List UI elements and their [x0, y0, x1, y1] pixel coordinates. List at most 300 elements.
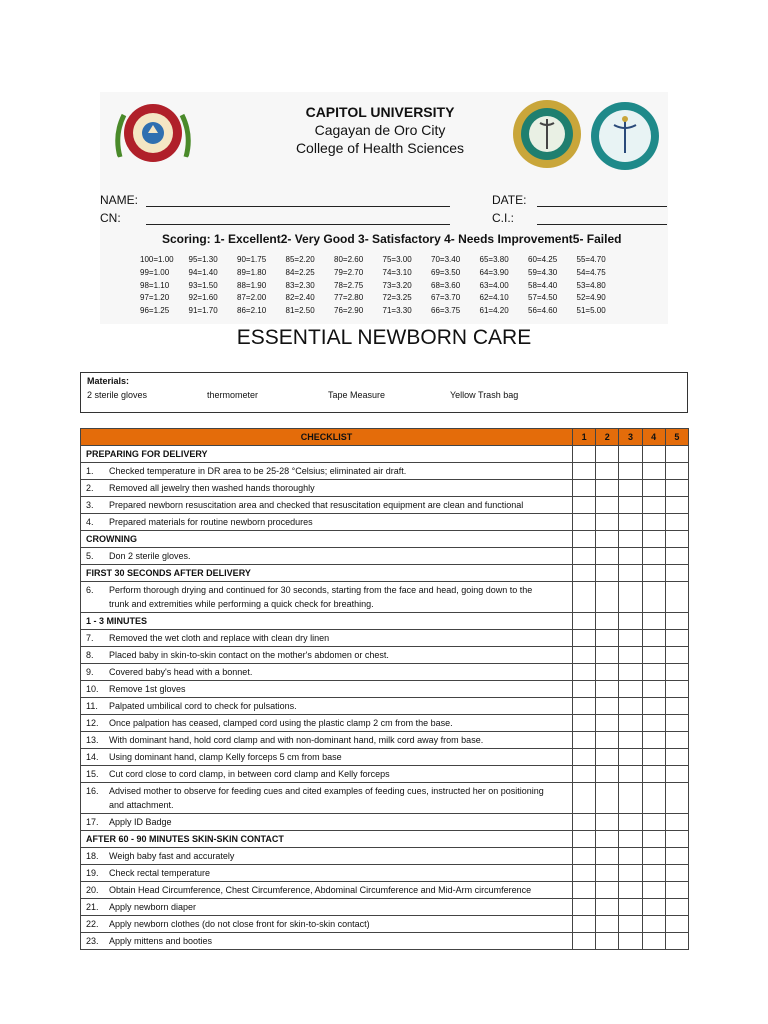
score-cell[interactable] [573, 613, 596, 630]
score-cell[interactable] [573, 565, 596, 582]
name-field[interactable] [146, 206, 450, 207]
score-cell[interactable] [619, 548, 642, 565]
checklist-item-row [81, 681, 689, 698]
scale-cell: 58=4.40 [528, 280, 558, 290]
item-text: Prepared materials for routine newborn procedures [109, 517, 313, 527]
scale-row [140, 306, 625, 319]
score-cell[interactable] [573, 664, 596, 681]
score-cell[interactable] [642, 715, 665, 732]
score-cell[interactable] [642, 814, 665, 831]
score-header: 3 [619, 429, 642, 446]
item-number: 11. [86, 701, 98, 711]
materials-box [80, 372, 688, 413]
item-number: 10. [86, 684, 99, 694]
score-cell[interactable] [596, 831, 619, 848]
scale-cell: 100=1.00 [140, 255, 174, 264]
page-title: ESSENTIAL NEWBORN CARE [236, 326, 532, 349]
scale-cell: 99=1.00 [140, 267, 170, 277]
score-cell[interactable] [642, 647, 665, 664]
item-text: Prepared newborn resuscitation area and checked that resuscitation equipment are clean and functional [109, 500, 524, 510]
score-cell[interactable] [665, 766, 688, 783]
score-cell[interactable] [642, 681, 665, 698]
scale-cell: 68=3.60 [431, 280, 461, 290]
score-cell[interactable] [619, 715, 642, 732]
score-cell[interactable] [619, 865, 642, 882]
score-cell[interactable] [642, 531, 665, 548]
score-cell[interactable] [642, 848, 665, 865]
checklist-item-row [81, 548, 689, 565]
score-cell[interactable] [665, 565, 688, 582]
date-label: DATE: [492, 193, 527, 207]
score-cell[interactable] [573, 814, 596, 831]
scale-row [140, 281, 625, 294]
score-cell[interactable] [573, 732, 596, 749]
score-cell[interactable] [642, 565, 665, 582]
scale-cell: 84=2.25 [285, 267, 315, 277]
checklist-item [81, 698, 573, 715]
material-item: Tape Measure [328, 390, 386, 400]
score-cell[interactable] [642, 582, 665, 613]
item-number: 19. [86, 868, 99, 878]
score-cell[interactable] [642, 865, 665, 882]
score-cell[interactable] [573, 681, 596, 698]
item-number: 3. [86, 500, 94, 510]
score-cell[interactable] [573, 548, 596, 565]
score-cell[interactable] [596, 531, 619, 548]
score-cell[interactable] [619, 497, 642, 514]
score-cell[interactable] [665, 783, 688, 814]
item-text: Weigh baby fast and accurately [109, 851, 235, 861]
scale-row [140, 293, 625, 306]
score-cell[interactable] [665, 865, 688, 882]
section-title: AFTER 60 - 90 MINUTES SKIN-SKIN CONTACT [81, 831, 573, 848]
university-name: CAPITOL UNIVERSITY [305, 104, 455, 120]
score-cell[interactable] [619, 899, 642, 916]
score-cell[interactable] [665, 531, 688, 548]
section-row [81, 565, 689, 582]
item-number: 21. [86, 902, 99, 912]
college-name: College of Health Sciences [295, 140, 465, 156]
checklist-item-row [81, 766, 689, 783]
score-cell[interactable] [596, 664, 619, 681]
score-cell[interactable] [596, 582, 619, 613]
score-cell[interactable] [596, 916, 619, 933]
score-cell[interactable] [619, 630, 642, 647]
scale-cell: 64=3.90 [479, 267, 509, 277]
score-cell[interactable] [665, 548, 688, 565]
score-cell[interactable] [665, 882, 688, 899]
checklist-item [81, 848, 573, 865]
score-cell[interactable] [665, 831, 688, 848]
score-cell[interactable] [665, 446, 688, 463]
checklist-item [81, 766, 573, 783]
score-cell[interactable] [642, 882, 665, 899]
score-cell[interactable] [619, 463, 642, 480]
item-number: 16. [86, 786, 99, 796]
score-cell[interactable] [619, 831, 642, 848]
scale-cell: 86=2.10 [237, 306, 267, 316]
score-cell[interactable] [642, 446, 665, 463]
score-cell[interactable] [596, 514, 619, 531]
item-text: Check rectal temperature [109, 868, 211, 878]
scale-cell: 92=1.60 [188, 293, 218, 303]
score-cell[interactable] [596, 766, 619, 783]
score-cell[interactable] [642, 514, 665, 531]
scale-cell: 51=5.00 [576, 306, 606, 316]
score-cell[interactable] [665, 715, 688, 732]
checklist-item-row [81, 647, 689, 664]
checklist-item [81, 647, 573, 664]
item-number: 14. [86, 752, 99, 762]
score-cell[interactable] [596, 749, 619, 766]
score-cell[interactable] [596, 613, 619, 630]
item-number: 4. [86, 517, 94, 527]
checklist-item-row [81, 933, 689, 950]
section-row [81, 613, 689, 630]
scale-cell: 66=3.75 [431, 306, 461, 316]
score-cell[interactable] [665, 814, 688, 831]
scale-row [140, 268, 625, 281]
checklist-item [81, 497, 573, 514]
score-cell[interactable] [596, 463, 619, 480]
scale-cell: 73=3.20 [382, 280, 412, 290]
score-cell[interactable] [573, 865, 596, 882]
score-cell[interactable] [596, 848, 619, 865]
checklist-item-row [81, 916, 689, 933]
score-cell[interactable] [596, 882, 619, 899]
date-field[interactable] [537, 206, 667, 207]
score-cell[interactable] [642, 831, 665, 848]
item-text: Don 2 sterile gloves. [109, 551, 191, 561]
checklist-item [81, 514, 573, 531]
checklist-item [81, 882, 573, 899]
scale-cell: 75=3.00 [382, 255, 412, 264]
item-text: Obtain Head Circumference, Chest Circumference, Abdominal Circumference and Mid-Arm circumference [109, 885, 532, 895]
section-row [81, 531, 689, 548]
score-cell[interactable] [665, 749, 688, 766]
score-cell[interactable] [573, 463, 596, 480]
scale-cell: 78=2.75 [334, 280, 364, 290]
score-cell[interactable] [596, 814, 619, 831]
score-cell[interactable] [619, 766, 642, 783]
checklist-item-row [81, 814, 689, 831]
score-header: 2 [596, 429, 619, 446]
score-cell[interactable] [619, 647, 642, 664]
scale-cell: 63=4.00 [479, 280, 509, 290]
score-cell[interactable] [642, 664, 665, 681]
checklist-item-row [81, 630, 689, 647]
scale-cell: 62=4.10 [479, 293, 509, 303]
score-cell[interactable] [619, 814, 642, 831]
score-header: 4 [642, 429, 665, 446]
score-cell[interactable] [573, 848, 596, 865]
item-text: With dominant hand, hold cord clamp and with non-dominant hand, milk cord away from base. [109, 735, 484, 745]
score-cell[interactable] [596, 647, 619, 664]
ci-field[interactable] [537, 224, 667, 225]
item-number: 15. [86, 769, 99, 779]
score-cell[interactable] [596, 783, 619, 814]
checklist-item-row [81, 497, 689, 514]
scale-cell: 52=4.90 [576, 293, 606, 303]
scale-cell: 69=3.50 [431, 267, 461, 277]
score-cell[interactable] [619, 664, 642, 681]
checklist-item [81, 548, 573, 565]
score-cell[interactable] [573, 531, 596, 548]
score-cell[interactable] [642, 613, 665, 630]
scale-cell: 80=2.60 [334, 255, 364, 264]
score-cell[interactable] [665, 899, 688, 916]
score-cell[interactable] [573, 749, 596, 766]
score-cell[interactable] [642, 698, 665, 715]
scale-cell: 83=2.30 [285, 280, 315, 290]
score-cell[interactable] [573, 630, 596, 647]
item-text: Palpated umbilical cord to check for pulsations. [109, 701, 297, 711]
scale-cell: 60=4.25 [528, 255, 558, 264]
score-cell[interactable] [573, 766, 596, 783]
scale-cell: 57=4.50 [528, 293, 558, 303]
checklist-item-row [81, 664, 689, 681]
item-text: Removed all jewelry then washed hands thoroughly [109, 483, 315, 493]
item-text: Advised mother to observe for feeding cues and cited examples of feeding cues, instructed her on positioning and attachment. [109, 786, 544, 810]
score-cell[interactable] [596, 446, 619, 463]
checklist-item [81, 582, 573, 613]
checklist-item [81, 916, 573, 933]
health-sciences-seal [512, 97, 582, 171]
score-cell[interactable] [619, 681, 642, 698]
capitol-university-seal [110, 97, 196, 173]
score-cell[interactable] [665, 732, 688, 749]
score-header: 5 [665, 429, 688, 446]
score-cell[interactable] [642, 766, 665, 783]
scale-cell: 98=1.10 [140, 280, 170, 290]
checklist-item-row [81, 899, 689, 916]
item-number: 6. [86, 585, 94, 595]
item-number: 7. [86, 633, 94, 643]
scale-cell: 71=3.30 [382, 306, 412, 316]
score-cell[interactable] [596, 497, 619, 514]
scale-cell: 96=1.25 [140, 306, 170, 316]
checklist-item [81, 664, 573, 681]
score-cell[interactable] [619, 933, 642, 950]
scale-cell: 79=2.70 [334, 267, 364, 277]
item-text: Placed baby in skin-to-skin contact on the mother's abdomen or chest. [109, 650, 389, 660]
checklist-item-row [81, 715, 689, 732]
item-number: 18. [86, 851, 99, 861]
scale-cell: 67=3.70 [431, 293, 461, 303]
score-cell[interactable] [642, 749, 665, 766]
checklist-item [81, 749, 573, 766]
scale-cell: 54=4.75 [576, 267, 606, 277]
score-cell[interactable] [573, 698, 596, 715]
score-cell[interactable] [619, 698, 642, 715]
scale-cell: 85=2.20 [285, 255, 315, 264]
score-cell[interactable] [573, 882, 596, 899]
checklist-item [81, 480, 573, 497]
scale-cell: 70=3.40 [431, 255, 461, 264]
score-cell[interactable] [665, 497, 688, 514]
scale-cell: 77=2.80 [334, 293, 364, 303]
cn-field[interactable] [146, 224, 450, 225]
checklist-item-row [81, 582, 689, 613]
score-cell[interactable] [665, 647, 688, 664]
score-cell[interactable] [665, 613, 688, 630]
score-cell[interactable] [596, 698, 619, 715]
score-cell[interactable] [619, 514, 642, 531]
checklist-item [81, 732, 573, 749]
score-cell[interactable] [573, 647, 596, 664]
score-cell[interactable] [642, 630, 665, 647]
section-row [81, 831, 689, 848]
score-cell[interactable] [642, 732, 665, 749]
cn-label: CN: [100, 211, 121, 225]
score-cell[interactable] [665, 514, 688, 531]
scale-cell: 59=4.30 [528, 267, 558, 277]
materials-label: Materials: [87, 376, 130, 386]
scale-cell: 56=4.60 [528, 306, 558, 316]
score-cell[interactable] [665, 630, 688, 647]
score-cell[interactable] [642, 463, 665, 480]
item-text: Using dominant hand, clamp Kelly forceps 5 cm from base [109, 752, 342, 762]
score-cell[interactable] [596, 480, 619, 497]
checklist-item-row [81, 732, 689, 749]
checklist-item-row [81, 480, 689, 497]
score-cell[interactable] [573, 933, 596, 950]
material-item: thermometer [207, 390, 259, 400]
checklist-item [81, 865, 573, 882]
score-cell[interactable] [573, 480, 596, 497]
score-cell[interactable] [619, 732, 642, 749]
score-cell[interactable] [573, 831, 596, 848]
item-text: Apply newborn diaper [109, 902, 197, 912]
item-text: Apply mittens and booties [109, 936, 213, 946]
checklist-table [80, 428, 689, 950]
score-cell[interactable] [619, 882, 642, 899]
checklist-item [81, 783, 573, 814]
score-cell[interactable] [665, 582, 688, 613]
score-cell[interactable] [619, 916, 642, 933]
score-cell[interactable] [665, 463, 688, 480]
item-number: 17. [86, 817, 99, 827]
checklist-item-row [81, 882, 689, 899]
score-cell[interactable] [619, 783, 642, 814]
score-cell[interactable] [596, 933, 619, 950]
score-cell[interactable] [596, 565, 619, 582]
checklist-item [81, 715, 573, 732]
score-cell[interactable] [573, 916, 596, 933]
checklist-item-row [81, 514, 689, 531]
scale-cell: 55=4.70 [576, 255, 606, 264]
score-cell[interactable] [642, 783, 665, 814]
material-item: Yellow Trash bag [450, 390, 519, 400]
score-cell[interactable] [642, 916, 665, 933]
score-cell[interactable] [573, 446, 596, 463]
checklist-header: CHECKLIST [81, 429, 573, 446]
item-number: 8. [86, 650, 94, 660]
scale-cell: 81=2.50 [285, 306, 315, 316]
grade-conversion-table [140, 255, 625, 319]
section-row [81, 446, 689, 463]
score-cell[interactable] [665, 698, 688, 715]
score-cell[interactable] [642, 933, 665, 950]
score-cell[interactable] [596, 630, 619, 647]
score-cell[interactable] [642, 899, 665, 916]
scale-cell: 91=1.70 [188, 306, 218, 316]
score-cell[interactable] [665, 916, 688, 933]
ci-label: C.I.: [492, 211, 515, 225]
score-cell[interactable] [665, 848, 688, 865]
score-cell[interactable] [596, 548, 619, 565]
scoring-legend: Scoring: 1- Excellent2- Very Good 3- Satisfactory 4- Needs Improvement5- Failed [162, 232, 622, 246]
item-text: Remove 1st gloves [109, 684, 186, 694]
score-cell[interactable] [596, 715, 619, 732]
checklist-item-row [81, 463, 689, 480]
score-cell[interactable] [573, 497, 596, 514]
score-cell[interactable] [596, 899, 619, 916]
scale-cell: 90=1.75 [237, 255, 267, 264]
checklist-item-row [81, 865, 689, 882]
item-text: Apply ID Badge [109, 817, 172, 827]
checklist-item-row [81, 848, 689, 865]
scale-cell: 88=1.90 [237, 280, 267, 290]
checklist-item [81, 899, 573, 916]
score-cell[interactable] [619, 565, 642, 582]
score-cell[interactable] [665, 681, 688, 698]
checklist-item-row [81, 698, 689, 715]
item-text: Once palpation has ceased, clamped cord using the plastic clamp 2 cm from the base. [109, 718, 453, 728]
score-cell[interactable] [619, 531, 642, 548]
score-cell[interactable] [573, 715, 596, 732]
score-cell[interactable] [665, 480, 688, 497]
university-city: Cagayan de Oro City [314, 122, 446, 138]
scale-cell: 93=1.50 [188, 280, 218, 290]
checklist-item [81, 630, 573, 647]
score-cell[interactable] [573, 514, 596, 531]
scale-cell: 65=3.80 [479, 255, 509, 264]
score-cell[interactable] [619, 749, 642, 766]
checklist-item [81, 933, 573, 950]
score-cell[interactable] [642, 480, 665, 497]
section-title: PREPARING FOR DELIVERY [81, 446, 573, 463]
section-title: CROWNING [81, 531, 573, 548]
item-number: 22. [86, 919, 99, 929]
score-cell[interactable] [596, 732, 619, 749]
checklist-item-row [81, 749, 689, 766]
scale-cell: 61=4.20 [479, 306, 509, 316]
score-cell[interactable] [619, 848, 642, 865]
score-cell[interactable] [573, 899, 596, 916]
item-number: 23. [86, 936, 99, 946]
score-cell[interactable] [596, 865, 619, 882]
score-cell[interactable] [665, 664, 688, 681]
score-cell[interactable] [665, 933, 688, 950]
item-text: Covered baby's head with a bonnet. [109, 667, 253, 677]
section-title: 1 - 3 MINUTES [81, 613, 573, 630]
score-cell[interactable] [573, 582, 596, 613]
material-item: 2 sterile gloves [87, 390, 148, 400]
score-cell[interactable] [619, 480, 642, 497]
score-cell[interactable] [642, 548, 665, 565]
item-text: Removed the wet cloth and replace with clean dry linen [109, 633, 330, 643]
score-cell[interactable] [642, 497, 665, 514]
item-text: Apply newborn clothes (do not close front for skin-to-skin contact) [109, 919, 370, 929]
scale-cell: 94=1.40 [188, 267, 218, 277]
score-cell[interactable] [596, 681, 619, 698]
score-cell[interactable] [619, 582, 642, 613]
scale-cell: 74=3.10 [382, 267, 412, 277]
score-cell[interactable] [573, 783, 596, 814]
score-cell[interactable] [619, 446, 642, 463]
score-cell[interactable] [619, 613, 642, 630]
